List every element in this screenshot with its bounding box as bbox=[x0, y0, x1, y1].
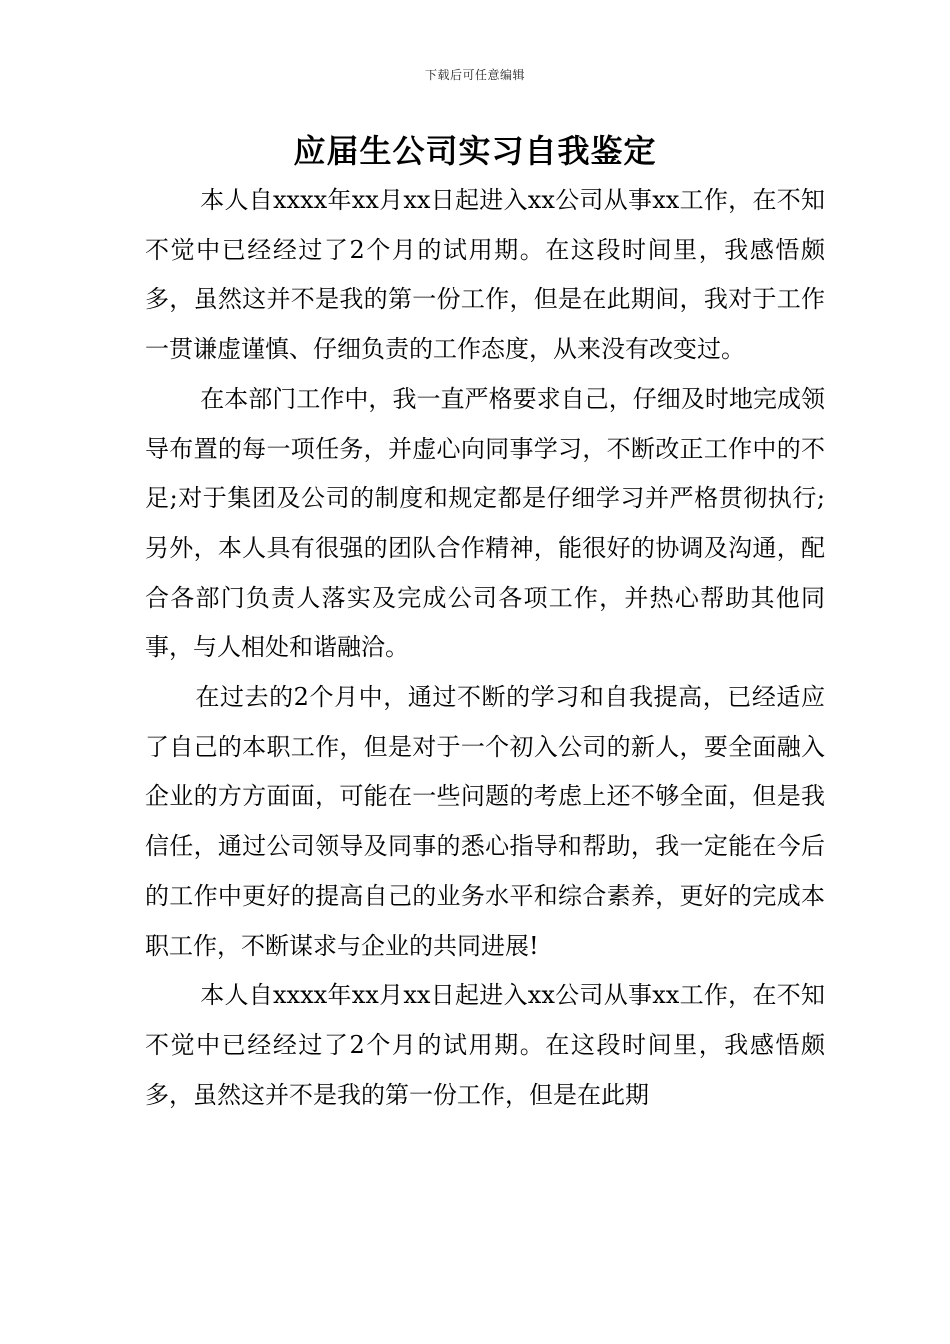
paragraph-2: 在本部门工作中，我一直严格要求自己，仔细及时地完成领导布置的每一项任务，并虚心向同事学习，不断改正工作中的不足;对于集团及公司的制度和规定都是仔细学习并严格贯彻执行;另外，本人具有很强的团队合作精神，能很好的协调及沟通，配合各部门负责人落实及完成公司各项工作，并热心帮助其他同事，与人相处和谐融洽。 bbox=[145, 384, 825, 662]
header-note: 下载后可任意编辑 bbox=[424, 68, 525, 82]
paragraph-3: 在过去的2个月中，通过不断的学习和自我提高，已经适应了自己的本职工作，但是对于一个初入公司的新人，要全面融入企业的方方面面，可能在一些问题的考虑上还不够全面，但是我信任，通过公司领导及同事的悉心指导和帮助，我一定能在今后的工作中更好的提高自己的业务水平和综合素养，更好的完成本职工作，不断谋求与企业的共同进展! bbox=[145, 683, 825, 960]
document-title: 应届生公司实习自我鉴定 bbox=[293, 132, 657, 170]
document-body bbox=[145, 176, 825, 1120]
paragraph-1: 本人自xxxx年xx月xx日起进入xx公司从事xx工作，在不知不觉中已经经过了2个月的试用期。在这段时间里，我感悟颇多，虽然这并不是我的第一份工作，但是在此期间，我对于工作一贯谦虚谨慎、仔细负责的工作态度，从来没有改变过。 bbox=[145, 186, 825, 364]
paragraph-4: 本人自xxxx年xx月xx日起进入xx公司从事xx工作，在不知不觉中已经经过了2个月的试用期。在这段时间里，我感悟颇多，虽然这并不是我的第一份工作，但是在此期 bbox=[145, 981, 825, 1109]
